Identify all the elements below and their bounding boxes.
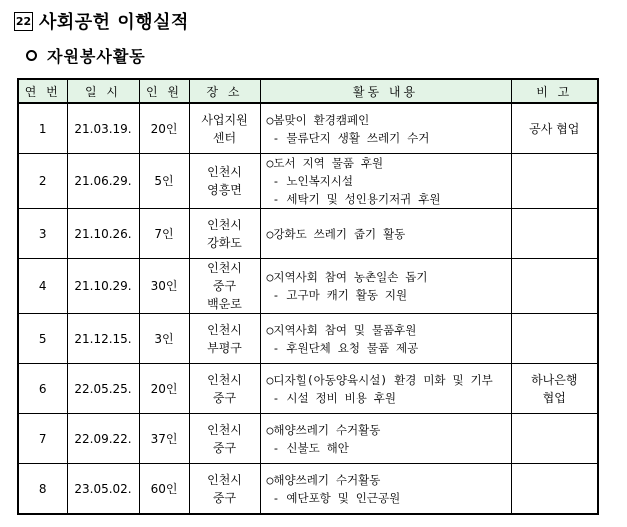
cell-place-line: 인천시 (207, 261, 242, 275)
cell-date: 21.10.26. (67, 209, 139, 259)
cell-note-line: 협업 (542, 390, 566, 405)
cell-note (511, 314, 598, 364)
cell-note (511, 209, 598, 259)
cell-people: 37인 (139, 414, 189, 464)
section-title (14, 8, 189, 34)
cell-date: 23.05.02. (67, 464, 139, 515)
col-header-note: 비 고 (511, 79, 598, 103)
cell-content (260, 364, 511, 414)
cell-people: 3인 (139, 314, 189, 364)
col-header-no: 연 번 (18, 79, 67, 103)
cell-place-line: 중구 (212, 440, 237, 455)
volunteer-activity-table (17, 78, 599, 515)
cell-place (189, 314, 260, 364)
table-body (18, 103, 598, 514)
cell-content-line: - 시설 정비 비용 후원 (272, 390, 396, 405)
cell-date: 21.06.29. (67, 154, 139, 209)
cell-place (189, 464, 260, 515)
cell-people: 60인 (139, 464, 189, 515)
section-subtitle (26, 44, 146, 66)
cell-place (189, 259, 260, 314)
cell-content-line: ○해양쓰레기 수거활동 (266, 422, 381, 437)
cell-no: 4 (18, 259, 67, 314)
cell-content-line: - 고구마 캐기 활동 지원 (272, 288, 408, 302)
cell-content (260, 103, 511, 154)
cell-date: 21.12.15. (67, 314, 139, 364)
table-row (18, 414, 598, 464)
cell-place-line: 영흥면 (207, 183, 242, 197)
table-row (18, 314, 598, 364)
table-header-row (18, 79, 598, 103)
table-row (18, 154, 598, 209)
cell-date: 22.05.25. (67, 364, 139, 414)
table-row (18, 464, 598, 515)
cell-content-line: - 예단포항 및 인근공원 (272, 490, 401, 505)
cell-note (511, 464, 598, 515)
cell-content (260, 209, 511, 259)
cell-no: 6 (18, 364, 67, 414)
cell-no: 2 (18, 154, 67, 209)
cell-place-line: 인천시 (207, 165, 242, 179)
page-title: 사회공헌 이행실적 (39, 12, 189, 33)
cell-no: 1 (18, 103, 67, 154)
cell-note-line: 하나은행 (531, 372, 578, 387)
cell-note-line: 공사 협업 (529, 121, 580, 136)
cell-place-line: 센터 (212, 130, 237, 145)
cell-note (511, 103, 598, 154)
cell-place (189, 414, 260, 464)
cell-place-line: 인천시 (207, 322, 242, 337)
cell-people: 30인 (139, 259, 189, 314)
table-row (18, 103, 598, 154)
cell-content (260, 154, 511, 209)
cell-note (511, 364, 598, 414)
cell-no: 7 (18, 414, 67, 464)
cell-people: 7인 (139, 209, 189, 259)
cell-place (189, 103, 260, 154)
col-header-place: 장 소 (189, 79, 260, 103)
cell-place-line: 인천시 (207, 472, 242, 487)
cell-place (189, 209, 260, 259)
cell-people: 20인 (139, 103, 189, 154)
cell-note (511, 414, 598, 464)
cell-no: 3 (18, 209, 67, 259)
cell-no: 5 (18, 314, 67, 364)
cell-content-line: ○강화도 쓰레기 줍기 활동 (266, 226, 406, 241)
cell-content-line: - 세탁기 및 성인용기저귀 후원 (272, 192, 441, 206)
cell-content-line: ○디자힐(아동양육시설) 환경 미화 및 기부 (266, 372, 493, 387)
col-header-content: 활동 내용 (260, 79, 511, 103)
cell-content-line: - 물류단지 생활 쓰레기 수거 (272, 130, 430, 145)
cell-place (189, 154, 260, 209)
subtitle-text: 자원봉사활동 (47, 46, 146, 66)
cell-note (511, 154, 598, 209)
cell-place-line: 인천시 (207, 422, 242, 437)
cell-content (260, 259, 511, 314)
circle-bullet-icon (26, 50, 37, 61)
cell-place-line: 백운로 (207, 297, 242, 311)
table-row (18, 259, 598, 314)
cell-people: 20인 (139, 364, 189, 414)
cell-date: 21.03.19. (67, 103, 139, 154)
cell-content-line: ○도서 지역 물품 후원 (266, 156, 384, 170)
section-number-badge: 22 (14, 12, 33, 31)
cell-content (260, 464, 511, 515)
table-row (18, 364, 598, 414)
cell-content-line: - 노인복지시설 (272, 174, 354, 188)
cell-place-line: 부평구 (207, 340, 242, 355)
cell-place-line: 강화도 (207, 235, 242, 250)
cell-people: 5인 (139, 154, 189, 209)
cell-place-line: 인천시 (207, 372, 242, 387)
cell-content (260, 414, 511, 464)
col-header-date: 일 시 (67, 79, 139, 103)
cell-content-line: ○봄맞이 환경캠페인 (266, 112, 370, 127)
cell-date: 22.09.22. (67, 414, 139, 464)
cell-place-line: 중구 (212, 390, 237, 405)
cell-content-line: ○해양쓰레기 수거활동 (266, 472, 381, 487)
cell-no: 8 (18, 464, 67, 515)
cell-note (511, 259, 598, 314)
cell-content-line: - 후원단체 요청 물품 제공 (272, 340, 419, 355)
cell-content-line: ○지역사회 참여 농촌일손 돕기 (266, 270, 428, 284)
col-header-people: 인 원 (139, 79, 189, 103)
cell-place-line: 중구 (212, 490, 237, 505)
cell-content-line: - 신불도 해안 (272, 440, 349, 455)
cell-place-line: 중구 (212, 279, 237, 293)
cell-place-line: 인천시 (207, 217, 242, 232)
cell-content (260, 314, 511, 364)
cell-place (189, 364, 260, 414)
cell-content-line: ○지역사회 참여 및 물품후원 (266, 322, 417, 337)
table-row (18, 209, 598, 259)
cell-date: 21.10.29. (67, 259, 139, 314)
cell-place-line: 사업지원 (201, 112, 248, 127)
